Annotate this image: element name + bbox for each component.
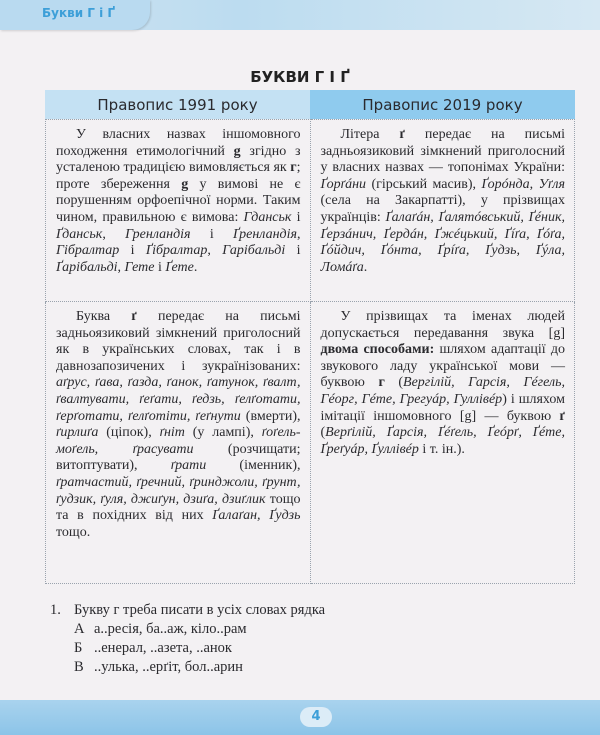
table-row (45, 119, 575, 302)
example-word: Гете (124, 259, 155, 275)
exercise-question (50, 601, 325, 677)
example-word: Вергілій, Гарсія, Гéгель, Гéорг, Гéте, Грегуáр, Гуллівéр (320, 375, 565, 407)
example-word: Уґля (538, 176, 566, 192)
option-text: а..ресія, ба..аж, кіло..рам (94, 621, 247, 637)
body-text: і (154, 259, 166, 275)
body-text: (гірський масив), (366, 176, 482, 192)
body-text: , (297, 226, 301, 242)
option-letter: В (74, 659, 84, 675)
body-text: Літера (340, 127, 400, 142)
table-cell-2019 (311, 119, 576, 302)
page-number: 4 (300, 707, 332, 727)
example-word: Ґалаґан, Ґудзь (212, 508, 301, 524)
body-text: шляхом адаптації до звукового ладу української мови — буквою (320, 342, 565, 391)
spelling-comparison-table (45, 90, 575, 584)
cell-paragraph (56, 309, 301, 541)
body-text: згідно з усталеною традицією вимовляється як (56, 143, 301, 176)
body-text: (ціпок), (98, 425, 160, 441)
option-letter: А (74, 621, 85, 637)
table-cell-1991 (45, 119, 311, 302)
page-title: БУКВИ Г І Ґ (250, 68, 350, 86)
body-text: (іменник), (206, 458, 301, 474)
body-text: Буква (76, 309, 132, 324)
emphasis-text: г (290, 160, 297, 176)
cell-paragraph (56, 127, 301, 276)
example-word: ґрати (170, 458, 207, 474)
example-word: Ґорґáни (320, 176, 367, 192)
body-text: , (529, 176, 539, 192)
table-cell-2019 (311, 302, 576, 584)
example-word: ґніт (159, 425, 185, 441)
body-text: ) і шляхом імітації іншомовного [g] — буквою (320, 391, 565, 424)
body-text: у вимові не є порушенням орфоепічної норми. Таким чином, правильною є вимова: (56, 176, 301, 225)
body-text: і (291, 209, 301, 225)
example-word: аґрус, ґава, ґазда, ґанок, ґатунок, ґвалт, ґвалтувати, ґеґати, ґедзь, ґелґотати, ґерґотати, ґелґотіти, ґеґнути (56, 375, 301, 424)
question-text: Букву г треба писати в усіх словах рядка (74, 602, 326, 618)
answer-option[interactable] (50, 639, 325, 658)
body-text: , (207, 243, 223, 259)
emphasis-text: ґ (559, 408, 565, 424)
table-row (45, 302, 575, 584)
body-text: і (285, 243, 301, 259)
example-word: Гарібальді (222, 243, 286, 259)
section-tab-label: Букви Г і Ґ (42, 6, 116, 20)
table-header-row (45, 90, 575, 119)
emphasis-text: g (181, 176, 189, 192)
body-text: (розчищати; витоптувати), (56, 441, 301, 474)
answer-option[interactable] (50, 658, 325, 677)
body-text: . (363, 259, 368, 275)
example-word: Гданськ (243, 209, 292, 225)
example-word: Ґренландія (232, 226, 298, 242)
example-word: Ґорóнда (481, 176, 530, 192)
body-text: і (119, 243, 146, 259)
emphasis-text: ґ (399, 127, 405, 142)
body-text: (вмерти), (240, 408, 301, 424)
column-header-2019: Правопис 2019 року (310, 90, 575, 119)
cell-paragraph (321, 309, 566, 458)
cell-paragraph (321, 127, 566, 276)
body-text: (у лампі), (184, 425, 262, 441)
emphasis-text: g (233, 143, 241, 159)
example-word: ґирлиґа (56, 425, 99, 441)
body-text: передає на письмі задньоязиковий зімкнений приголосний у власних назвах — топонімах України: (320, 127, 565, 176)
body-text: ( (320, 425, 326, 441)
question-number: 1. (50, 602, 61, 618)
column-header-1991: Правопис 1991 року (45, 90, 310, 119)
option-text: ..енерал, ..азета, ..анок (94, 640, 232, 656)
body-text: і (190, 226, 233, 242)
example-word: ґоґель-моґель, ґрасувати (56, 425, 301, 457)
table-cell-1991 (45, 302, 311, 584)
body-text: У прізвищах та іменах людей допускається передавання звука [g] (320, 309, 565, 341)
section-tab (0, 0, 150, 30)
body-text: і т. ін.). (418, 441, 465, 457)
body-text: тощо та в похідних від них (56, 491, 301, 524)
body-text: . (193, 259, 198, 275)
example-word: Ґалаґáн, Ґалятóвський, Ґéник, Ґерзáнич, Ґердáн, Ґжéцький, Ґíґа, Ґóґа, Ґóйдич, Ґóнта, Ґрíґа, Ґудзь, Ґýла, Ломáґа (320, 209, 565, 275)
body-text: , (102, 226, 126, 242)
example-word: Ґарібальді (56, 259, 118, 275)
body-text: ( (384, 375, 404, 391)
option-text: ..улька, ..ерґіт, бол..арин (94, 659, 243, 675)
body-text: (села на Закарпатті), у прізвищах українців: (320, 193, 565, 225)
example-word: Ґете (165, 259, 194, 275)
body-text: , (117, 259, 125, 275)
emphasis-text: двома способами: (320, 342, 435, 358)
example-word: Верґілій, Ґарсія, Ґéґель, Ґеóрґ, Ґéте, Ґреґуáр, Ґуллівéр (320, 425, 565, 457)
example-word: ґратчастий, ґречний, ґринджоли, ґрунт, ґудзик, ґуля, джиґун, дзиґа, дзиґлик (56, 474, 301, 507)
example-word: Ґібралтар (145, 243, 208, 259)
body-text: передає на письмі задньоязиковий зімкнений приголосний як в українських словах, так і в давнозапозичених і зукраїнізованих: (56, 309, 301, 374)
example-word: Гренландія (125, 226, 191, 242)
body-text: тощо. (56, 524, 91, 540)
body-text: ; проте збереження (56, 160, 301, 192)
body-text: У власних назвах іншомовного походження етимологічний (56, 127, 301, 159)
example-word: Гібралтар (56, 243, 120, 259)
emphasis-text: г (378, 375, 385, 391)
answer-option[interactable] (50, 620, 325, 639)
example-word: Ґданськ (56, 226, 103, 242)
emphasis-text: ґ (131, 309, 137, 324)
option-letter: Б (74, 640, 83, 656)
